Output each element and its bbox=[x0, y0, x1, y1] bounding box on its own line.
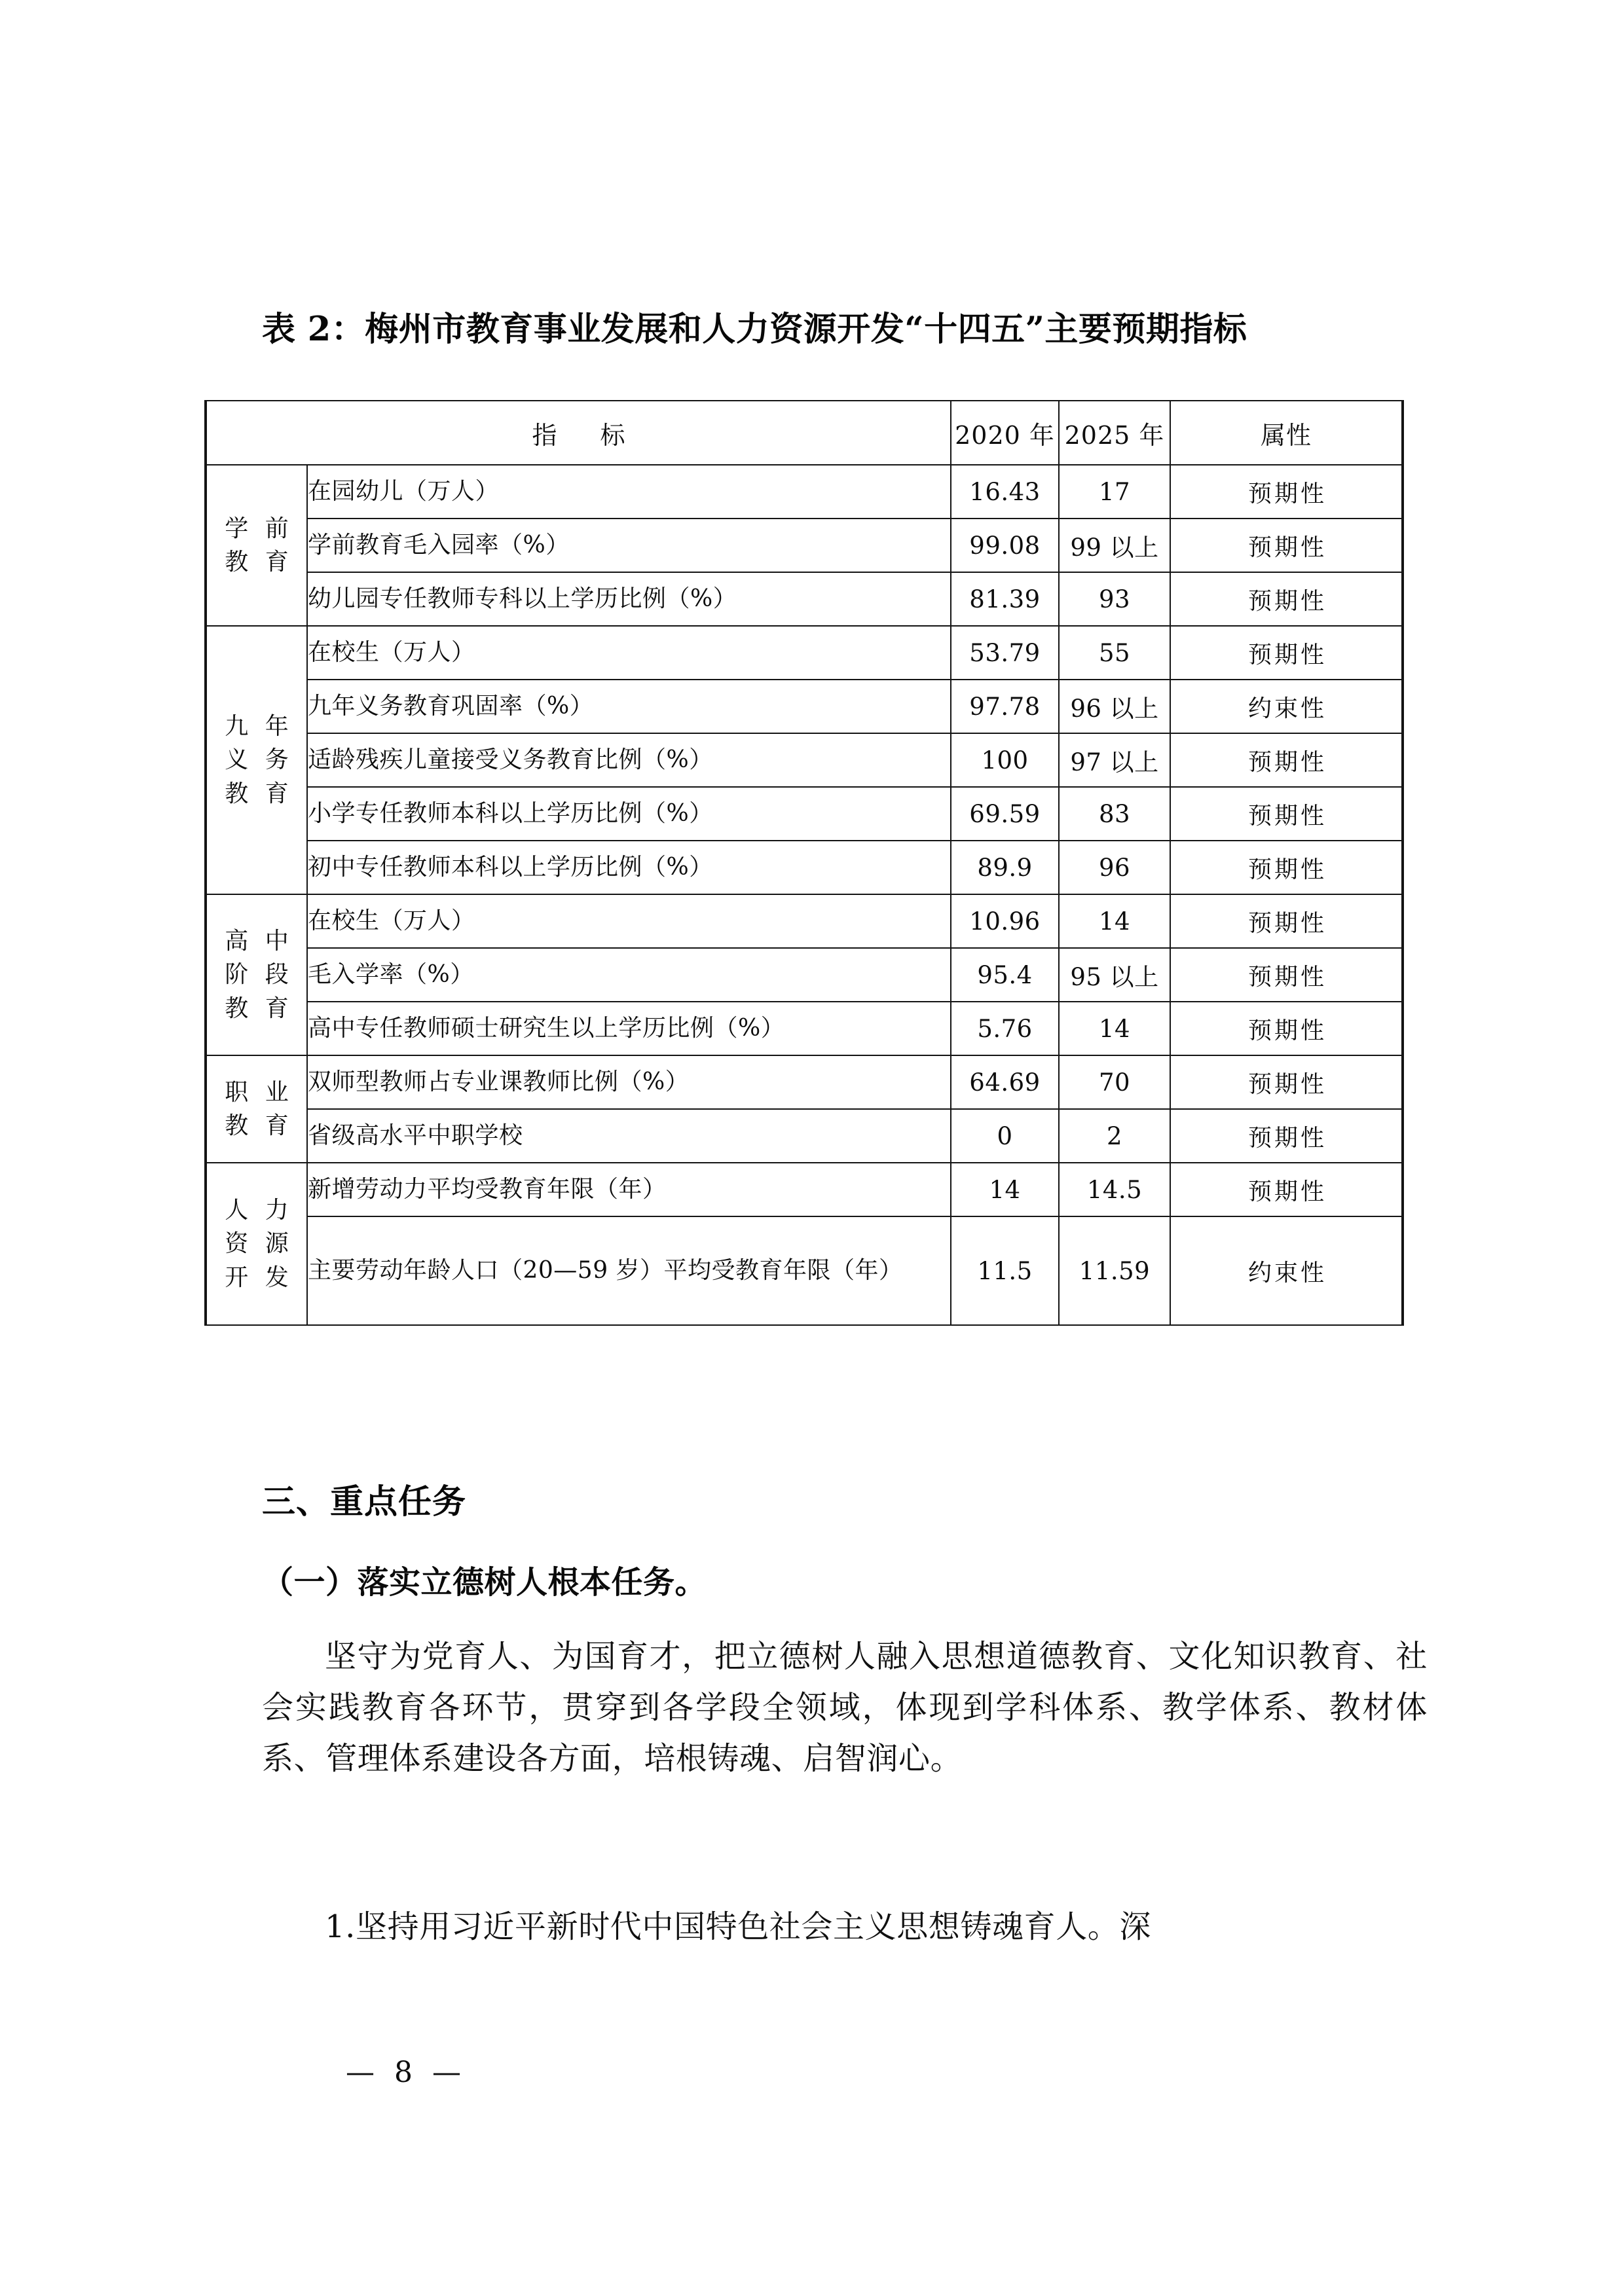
table-row bbox=[206, 894, 1403, 948]
attribute-cell: 预期性 bbox=[1170, 1163, 1403, 1216]
value-2020-cell: 11.5 bbox=[951, 1216, 1059, 1325]
attribute-cell: 预期性 bbox=[1170, 1002, 1403, 1055]
attribute-cell: 预期性 bbox=[1170, 626, 1403, 680]
indicator-cell: 新增劳动力平均受教育年限（年） bbox=[307, 1163, 951, 1216]
category-cell bbox=[206, 1055, 307, 1163]
table-row bbox=[206, 1055, 1403, 1109]
table-body bbox=[206, 465, 1403, 1325]
value-2025-cell: 96 以上 bbox=[1059, 680, 1170, 733]
indicator-cell: 主要劳动年龄人口（20—59 岁）平均受教育年限（年） bbox=[307, 1216, 951, 1325]
table-header-row bbox=[206, 401, 1403, 465]
category-line: 职 业 bbox=[225, 1078, 293, 1106]
category-line: 学 前 bbox=[225, 515, 293, 542]
attribute-cell: 预期性 bbox=[1170, 572, 1403, 626]
value-2020-cell: 69.59 bbox=[951, 787, 1059, 841]
value-2020-cell: 5.76 bbox=[951, 1002, 1059, 1055]
value-2020-cell: 89.9 bbox=[951, 841, 1059, 894]
value-2020-cell: 64.69 bbox=[951, 1055, 1059, 1109]
indicator-cell: 双师型教师占专业课教师比例（%） bbox=[307, 1055, 951, 1109]
attribute-cell: 预期性 bbox=[1170, 948, 1403, 1002]
column-header-indicator: 指 标 bbox=[206, 401, 951, 465]
indicator-cell: 在园幼儿（万人） bbox=[307, 465, 951, 519]
table-row bbox=[206, 572, 1403, 626]
value-2025-cell: 83 bbox=[1059, 787, 1170, 841]
indicator-cell: 毛入学率（%） bbox=[307, 948, 951, 1002]
value-2020-cell: 81.39 bbox=[951, 572, 1059, 626]
value-2025-cell: 14 bbox=[1059, 1002, 1170, 1055]
attribute-cell: 预期性 bbox=[1170, 733, 1403, 787]
category-line: 人 力 bbox=[225, 1197, 293, 1224]
table-row bbox=[206, 680, 1403, 733]
attribute-cell: 预期性 bbox=[1170, 1055, 1403, 1109]
value-2025-cell: 55 bbox=[1059, 626, 1170, 680]
table-row bbox=[206, 1002, 1403, 1055]
column-header-2025: 2025 年 bbox=[1059, 401, 1170, 465]
category-line: 义 务 bbox=[225, 746, 293, 774]
value-2020-cell: 16.43 bbox=[951, 465, 1059, 519]
indicator-cell: 幼儿园专任教师专科以上学历比例（%） bbox=[307, 572, 951, 626]
column-header-2020: 2020 年 bbox=[951, 401, 1059, 465]
category-line: 阶 段 bbox=[225, 961, 293, 989]
page-number: — 8 — bbox=[346, 2056, 466, 2089]
attribute-cell: 预期性 bbox=[1170, 519, 1403, 572]
category-line: 高 中 bbox=[225, 928, 293, 955]
table-row bbox=[206, 1109, 1403, 1163]
category-line: 资 源 bbox=[225, 1230, 293, 1258]
table-row bbox=[206, 519, 1403, 572]
attribute-cell: 约束性 bbox=[1170, 680, 1403, 733]
body-paragraph-2: 1.坚持用习近平新时代中国特色社会主义思想铸魂育人。深 bbox=[325, 1908, 1151, 1945]
attribute-cell: 预期性 bbox=[1170, 1109, 1403, 1163]
sub-heading: （一）落实立德树人根本任务。 bbox=[262, 1564, 707, 1601]
attribute-cell: 预期性 bbox=[1170, 841, 1403, 894]
attribute-cell: 预期性 bbox=[1170, 787, 1403, 841]
value-2020-cell: 10.96 bbox=[951, 894, 1059, 948]
attribute-cell: 预期性 bbox=[1170, 465, 1403, 519]
value-2025-cell: 95 以上 bbox=[1059, 948, 1170, 1002]
category-cell bbox=[206, 465, 307, 626]
value-2025-cell: 14 bbox=[1059, 894, 1170, 948]
value-2025-cell: 97 以上 bbox=[1059, 733, 1170, 787]
value-2020-cell: 97.78 bbox=[951, 680, 1059, 733]
table-header bbox=[206, 401, 1403, 465]
indicator-table bbox=[204, 400, 1404, 1326]
table-row bbox=[206, 1216, 1403, 1325]
column-header-attribute: 属性 bbox=[1170, 401, 1403, 465]
indicator-cell: 适龄残疾儿童接受义务教育比例（%） bbox=[307, 733, 951, 787]
attribute-cell: 预期性 bbox=[1170, 894, 1403, 948]
category-cell bbox=[206, 894, 307, 1055]
indicator-cell: 在校生（万人） bbox=[307, 894, 951, 948]
section-heading: 三、重点任务 bbox=[262, 1482, 467, 1522]
value-2020-cell: 0 bbox=[951, 1109, 1059, 1163]
indicator-cell: 在校生（万人） bbox=[307, 626, 951, 680]
value-2025-cell: 70 bbox=[1059, 1055, 1170, 1109]
category-line: 开 发 bbox=[225, 1264, 293, 1291]
table-row bbox=[206, 1163, 1403, 1216]
value-2020-cell: 14 bbox=[951, 1163, 1059, 1216]
value-2020-cell: 99.08 bbox=[951, 519, 1059, 572]
table-row bbox=[206, 733, 1403, 787]
category-line: 教 育 bbox=[225, 549, 293, 575]
indicator-cell: 学前教育毛入园率（%） bbox=[307, 519, 951, 572]
value-2025-cell: 11.59 bbox=[1059, 1216, 1170, 1325]
category-line: 教 育 bbox=[225, 1112, 293, 1139]
table-row bbox=[206, 948, 1403, 1002]
value-2025-cell: 96 bbox=[1059, 841, 1170, 894]
body-paragraph-1: 坚守为党育人、为国育才，把立德树人融入思想道德教育、文化知识教育、社会实践教育各环节，贯穿到各学段全领域，体现到学科体系、教学体系、教材体系、管理体系建设各方面，培根铸魂、启智润心。 bbox=[262, 1638, 1428, 1777]
attribute-cell: 约束性 bbox=[1170, 1216, 1403, 1325]
category-line: 教 育 bbox=[225, 994, 293, 1022]
category-cell bbox=[206, 1163, 307, 1325]
category-cell bbox=[206, 626, 307, 894]
indicator-cell: 小学专任教师本科以上学历比例（%） bbox=[307, 787, 951, 841]
category-line: 九 年 bbox=[225, 713, 293, 740]
value-2025-cell: 2 bbox=[1059, 1109, 1170, 1163]
indicator-cell: 九年义务教育巩固率（%） bbox=[307, 680, 951, 733]
value-2025-cell: 99 以上 bbox=[1059, 519, 1170, 572]
table-row bbox=[206, 465, 1403, 519]
value-2020-cell: 100 bbox=[951, 733, 1059, 787]
table-row bbox=[206, 626, 1403, 680]
value-2020-cell: 53.79 bbox=[951, 626, 1059, 680]
value-2020-cell: 95.4 bbox=[951, 948, 1059, 1002]
indicator-cell: 省级高水平中职学校 bbox=[307, 1109, 951, 1163]
category-line: 教 育 bbox=[225, 780, 293, 807]
value-2025-cell: 14.5 bbox=[1059, 1163, 1170, 1216]
value-2025-cell: 93 bbox=[1059, 572, 1170, 626]
table-caption: 表 2：梅州市教育事业发展和人力资源开发“十四五”主要预期指标 bbox=[262, 310, 1247, 349]
indicator-cell: 高中专任教师硕士研究生以上学历比例（%） bbox=[307, 1002, 951, 1055]
table-row bbox=[206, 787, 1403, 841]
table-row bbox=[206, 841, 1403, 894]
value-2025-cell: 17 bbox=[1059, 465, 1170, 519]
indicator-cell: 初中专任教师本科以上学历比例（%） bbox=[307, 841, 951, 894]
